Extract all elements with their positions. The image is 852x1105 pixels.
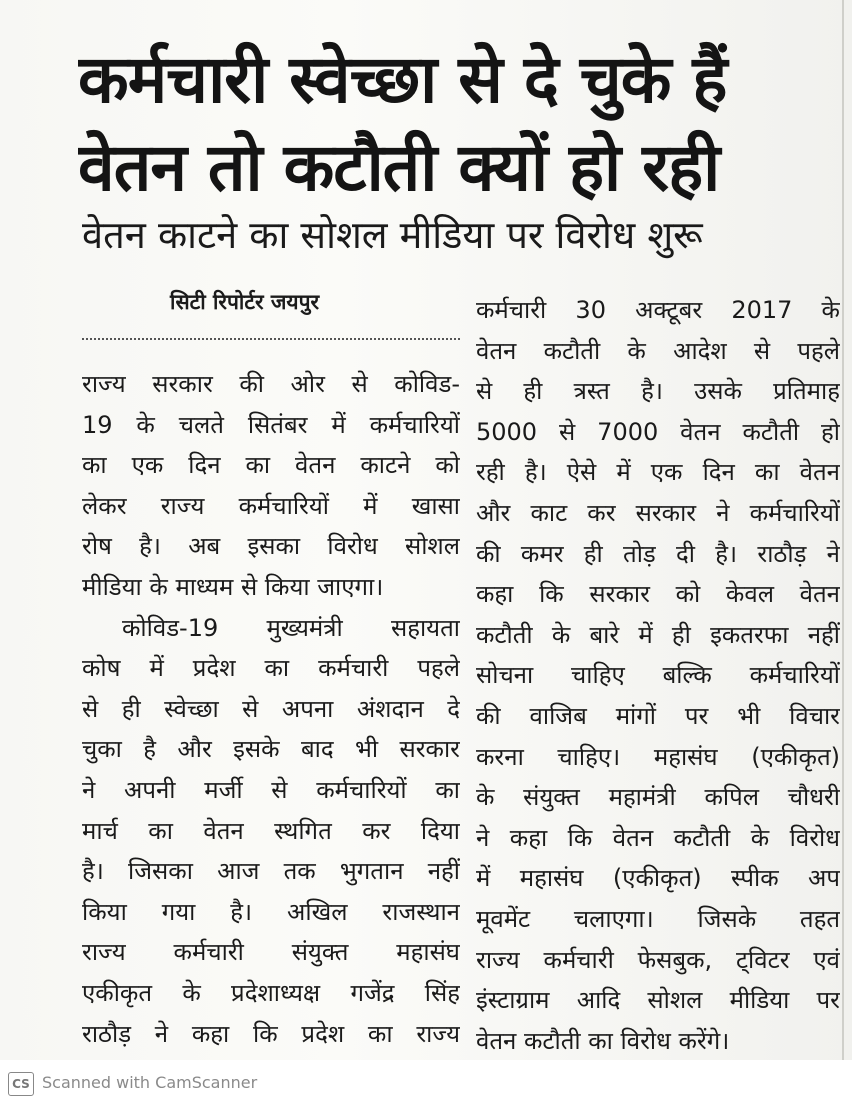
article-text-line: में महासंघ (एकीकृत) स्पीक अप xyxy=(476,864,840,893)
article-text-line: एकीकृत के प्रदेशाध्यक्ष गजेंद्र सिंह xyxy=(82,978,460,1007)
article-text-line: 19 के चलते सितंबर में कर्मचारियों xyxy=(82,410,460,439)
article-text-line: किया गया है। अखिल राजस्थान xyxy=(82,897,460,926)
headline xyxy=(78,36,818,212)
article-text-line: कोविड-19 मुख्यमंत्री सहायता xyxy=(122,613,460,642)
article-text-line: कहा कि सरकार को केवल वेतन xyxy=(476,580,840,609)
page-edge-divider xyxy=(842,0,844,1060)
article-text-line: कर्मचारी 30 अक्टूबर 2017 के xyxy=(476,296,840,324)
article-text-line: का एक दिन का वेतन काटने को xyxy=(82,451,460,480)
article-text-line: रोष है। अब इसका विरोध सोशल xyxy=(82,532,460,561)
article-text-line: मीडिया के माध्यम से किया जाएगा। xyxy=(82,572,384,601)
article-text-line: कोष में प्रदेश का कर्मचारी पहले xyxy=(82,654,460,683)
headline-line-1: कर्मचारी स्वेच्छा से दे चुके हैं xyxy=(78,41,727,118)
scanner-watermark: Scanned with CamScanner xyxy=(42,1073,258,1092)
article-text-line: मार्च का वेतन स्थगित कर दिया xyxy=(82,816,460,845)
camscanner-logo-icon: CS xyxy=(8,1072,34,1096)
article-text-line: की कमर ही तोड़ दी है। राठौड़ ने xyxy=(476,539,840,568)
article-text-line: वेतन कटौती का विरोध करेंगे। xyxy=(476,1026,730,1055)
headline-line-2: वेतन तो कटौती क्यों हो रही xyxy=(78,129,720,206)
article-text-line: के संयुक्त महामंत्री कपिल चौधरी xyxy=(476,783,840,812)
article-text-line: चुका है और इसके बाद भी सरकार xyxy=(82,735,460,764)
article-column-1 xyxy=(82,364,460,1054)
article-text-line: है। जिसका आज तक भुगतान नहीं xyxy=(82,857,460,886)
article-text-line: से ही स्वेच्छा से अपना अंशदान दे xyxy=(82,694,460,723)
article-column-2 xyxy=(476,290,840,1061)
article-text-line: सोचना चाहिए बल्कि कर्मचारियों xyxy=(476,661,840,690)
byline: सिटी रिपोर्टर जयपुर xyxy=(170,290,320,314)
article-text-line: करना चाहिए। महासंघ (एकीकृत) xyxy=(476,742,840,771)
article-text-line: 5000 से 7000 वेतन कटौती हो xyxy=(476,417,840,446)
article-text-line: और काट कर सरकार ने कर्मचारियों xyxy=(476,498,840,527)
article-text-line: से ही त्रस्त है। उसके प्रतिमाह xyxy=(476,377,840,406)
article-text-line: लेकर राज्य कर्मचारियों में खासा xyxy=(82,491,460,520)
article-text-line: ने कहा कि वेतन कटौती के विरोध xyxy=(476,823,840,852)
article-text-line: राठौड़ ने कहा कि प्रदेश का राज्य xyxy=(82,1019,460,1048)
byline-divider xyxy=(82,338,460,340)
article-text-line: इंस्टाग्राम आदि सोशल मीडिया पर xyxy=(476,986,840,1015)
article-text-line: की वाजिब मांगों पर भी विचार xyxy=(476,701,840,730)
article-text-line: वेतन कटौती के आदेश से पहले xyxy=(476,336,840,365)
article-text-line: राज्य कर्मचारी फेसबुक, ट्विटर एवं xyxy=(476,945,840,974)
article-text-line: रही है। ऐसे में एक दिन का वेतन xyxy=(476,458,840,487)
article-text-line: मूवमेंट चलाएगा। जिसके तहत xyxy=(476,904,840,933)
article-text-line: राज्य कर्मचारी संयुक्त महासंघ xyxy=(82,938,460,967)
subheadline: वेतन काटने का सोशल मीडिया पर विरोध शुरू xyxy=(82,213,703,257)
article-text-line: कटौती के बारे में ही इकतरफा नहीं xyxy=(476,620,840,649)
article-text-line: ने अपनी मर्जी से कर्मचारियों का xyxy=(82,775,460,804)
article-text-line: राज्य सरकार की ओर से कोविड- xyxy=(82,370,460,398)
